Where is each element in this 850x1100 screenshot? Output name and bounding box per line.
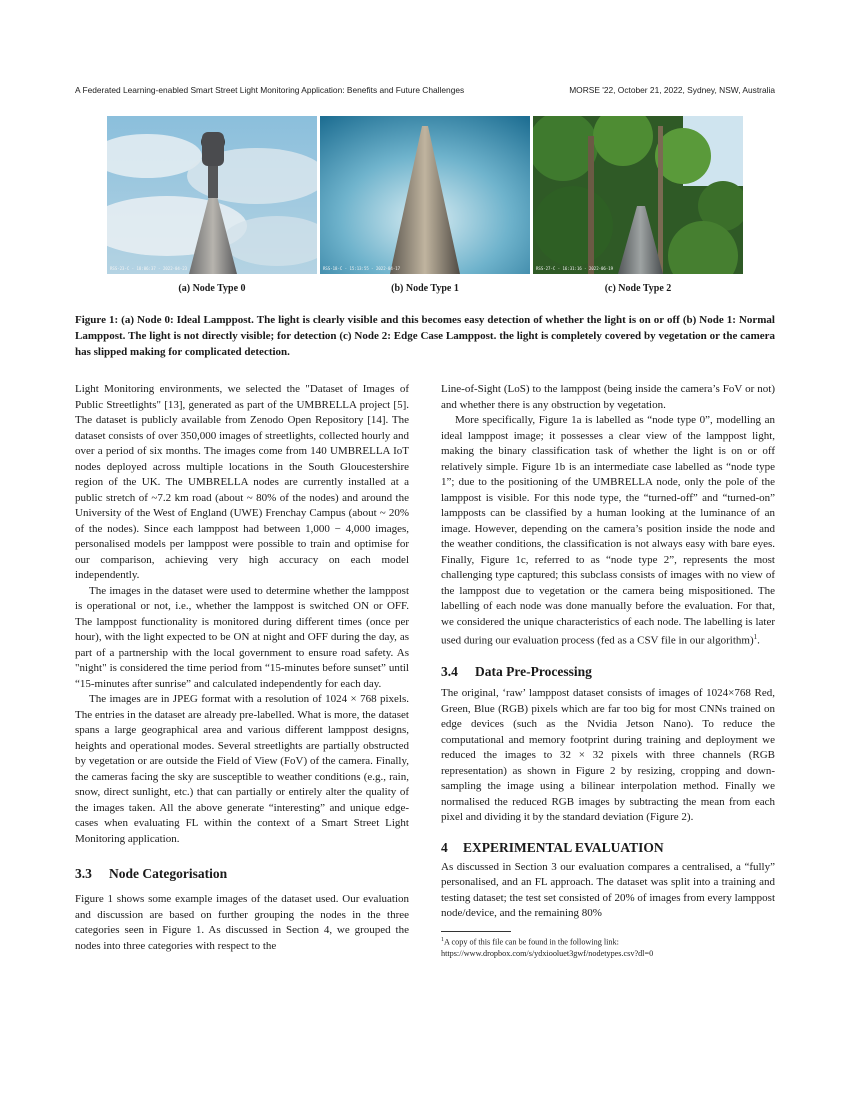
running-header-title: A Federated Learning-enabled Smart Street Light Monitoring Application: Benefits and Future Challenges bbox=[75, 85, 465, 95]
running-header bbox=[75, 85, 775, 99]
figure-caption: Figure 1: (a) Node 0: Ideal Lamppost. The light is clearly visible and this becomes easy detection of whether the light is on or off (b) Node 1: Normal Lamppost. The light is not directly visible; for detection (c) Node 2: Edge Case Lamppost. the light is completely covered by vegetation or the camera has slipped making for complicated detection. bbox=[75, 314, 775, 358]
section-heading-4: 4 EXPERIMENTAL EVALUATION bbox=[441, 839, 664, 855]
paragraph: More specifically, Figure 1a is labelled as “node type 0”, modelling an ideal lamppost image; it possesses a clear view of the lamppost light, making the binary classification task of whether the light is on or off relatively simple. Figure 1b is an intermediate case labelled as “node type 1”; due to the positioning of the UMBRELLA node, only the pole of the lamppost is visible. For this node type, the “turned-off” and “turned-on” lampposts can be classified by a human looking at the luminance of an image. However, depending on the camera’s position inside the node and the weather conditions, the classification is not always easy with bare eyes. Finally, Figure 1c, referred to as “node type 2”, represents the most challenging type captured; this subclass consists of images with no view of the lamppost due to vegetation or the camera being mispositioned. The labelling of each node was done manually before the evaluation. For that, we considered the unique characteristics of each node. The labelling is later used during our evaluation process (fed as a CSV file in our algorithm)$^1$. bbox=[441, 414, 775, 647]
subcaption-b: (b) Node Type 1 bbox=[391, 283, 459, 294]
paragraph: The images in the dataset were used to determine whether the lamppost is operational or not, i.e., whether the lamppost is switched ON or OFF. The lamppost functionality is monitored during different times (once per hour), with the light expected to be ON at night and OFF during the day, as part of a partnership with the local government to ensure road safety. As "night" is considered the time period from “15-minutes before sunset” until “15-minutes after sunrise” and calculated independently for each day. bbox=[75, 584, 409, 690]
figure-1c-photo bbox=[533, 116, 743, 274]
subcaption-c: (c) Node Type 2 bbox=[604, 283, 672, 294]
paragraph: As discussed in Section 3 our evaluation compares a centralised, a “fully” personalised, and an FL approach. The dataset was split into a training and testing dataset; the test set consisted of 20% of images from every lamppost node/device, and the remaining 80% bbox=[441, 860, 775, 920]
footnote-rule bbox=[441, 931, 511, 932]
paragraph: Light Monitoring environments, we selected the "Dataset of Images of Public Streetlights" [13], generated as part of the UMBRELLA project [5]. The dataset is publicly available from Zenodo Open Repository [14]. The dataset consists of over 350,000 images of streetlights, collected hourly and over a period of six months. The images come from 140 UMBRELLA IoT nodes deployed across multiple locations in the South Gloucestershire region of the UK. The UMBRELLA nodes are currently installed at a public stretch of ~7.2 km road (about ~ 80% of the nodes) and around the University of the West of England (UWE) Frenchay Campus (about ~ 20% of the nodes). Since each lamppost had between 1,000 − 4,000 images, personalised models per lamppost were possible to train and optimise for our comparison, achieving very high accuracy on each model independently. bbox=[75, 383, 409, 581]
left-column bbox=[75, 382, 409, 954]
photo-timestamp: RSS-27-C - 16:31:16 - 2022-06-19 bbox=[536, 266, 614, 271]
section-heading-3-3: 3.3 Node Categorisation bbox=[75, 866, 228, 881]
footnote: $^1$A copy of this file can be found in the following link: https://www.dropbox.com/s/ydxiooluet3gwf/nodetypes.csv?dl=0 bbox=[441, 936, 654, 959]
subcaption-a: (a) Node Type 0 bbox=[178, 283, 246, 294]
figure-1b-photo bbox=[320, 116, 530, 274]
paragraph: The original, ‘raw’ lamppost dataset consists of images of 1024×768 Red, Green, Blue (RGB) pixels which are far too big for most CNNs trained on edge devices (such as the Nvidia Jetson Nano). To reduce the computational and memory footprint during training and deployment we reduced the images to 32 × 32 pixels with three channels (RGB representation) as shown in Figure 2 by resizing, cropping and down-sampling the image using a bilinear interpolation method. Finally we normalised the reduced RGB images by subtracting the mean from each pixel and dividing it by the standard deviation (Figure 2). bbox=[441, 687, 775, 824]
right-column bbox=[441, 382, 775, 960]
photo-timestamp: RSS-18-C - 15:13:55 - 2022-04-17 bbox=[323, 266, 401, 271]
photo-timestamp: RSS-23-C - 18:06:37 - 2022-04-23 bbox=[110, 266, 188, 271]
running-header-venue: MORSE '22, October 21, 2022, Sydney, NSW, Australia bbox=[569, 85, 775, 95]
figure-1a-photo bbox=[107, 116, 317, 274]
paragraph: The images are in JPEG format with a resolution of 1024 × 768 pixels. The entries in the dataset are already pre-labelled. What is more, the dataset spans a large geographical area and various different lamppost designs, heights and operational modes. Several streetlights are partially obstructed by vegetation or are outside the Field of View (FoV) of the camera. Finally, the cameras facing the sky are susceptible to weather conditions (e.g., rain, snow, direct sunlight, etc.) that can partially or entirely alter the quality of the images taken. All the above generate “interesting” and unique edge-cases when evaluating FL within the context of a Smart Street Light Monitoring application. bbox=[75, 693, 409, 845]
paragraph: Figure 1 shows some example images of the dataset used. Our evaluation and discussion are based on further grouping the nodes in the three categories seen in Figure 1. As discussed in Section 4, we grouped the nodes into three categories with respect to the bbox=[75, 893, 409, 952]
paragraph: Line-of-Sight (LoS) to the lamppost (being inside the camera’s FoV or not) and whether there is any obstruction by vegetation. bbox=[441, 383, 775, 411]
footnote-link[interactable]: https://www.dropbox.com/s/ydxiooluet3gwf/nodetypes.csv?dl=0 bbox=[441, 949, 654, 959]
section-heading-3-4: 3.4 Data Pre-Processing bbox=[441, 664, 592, 680]
